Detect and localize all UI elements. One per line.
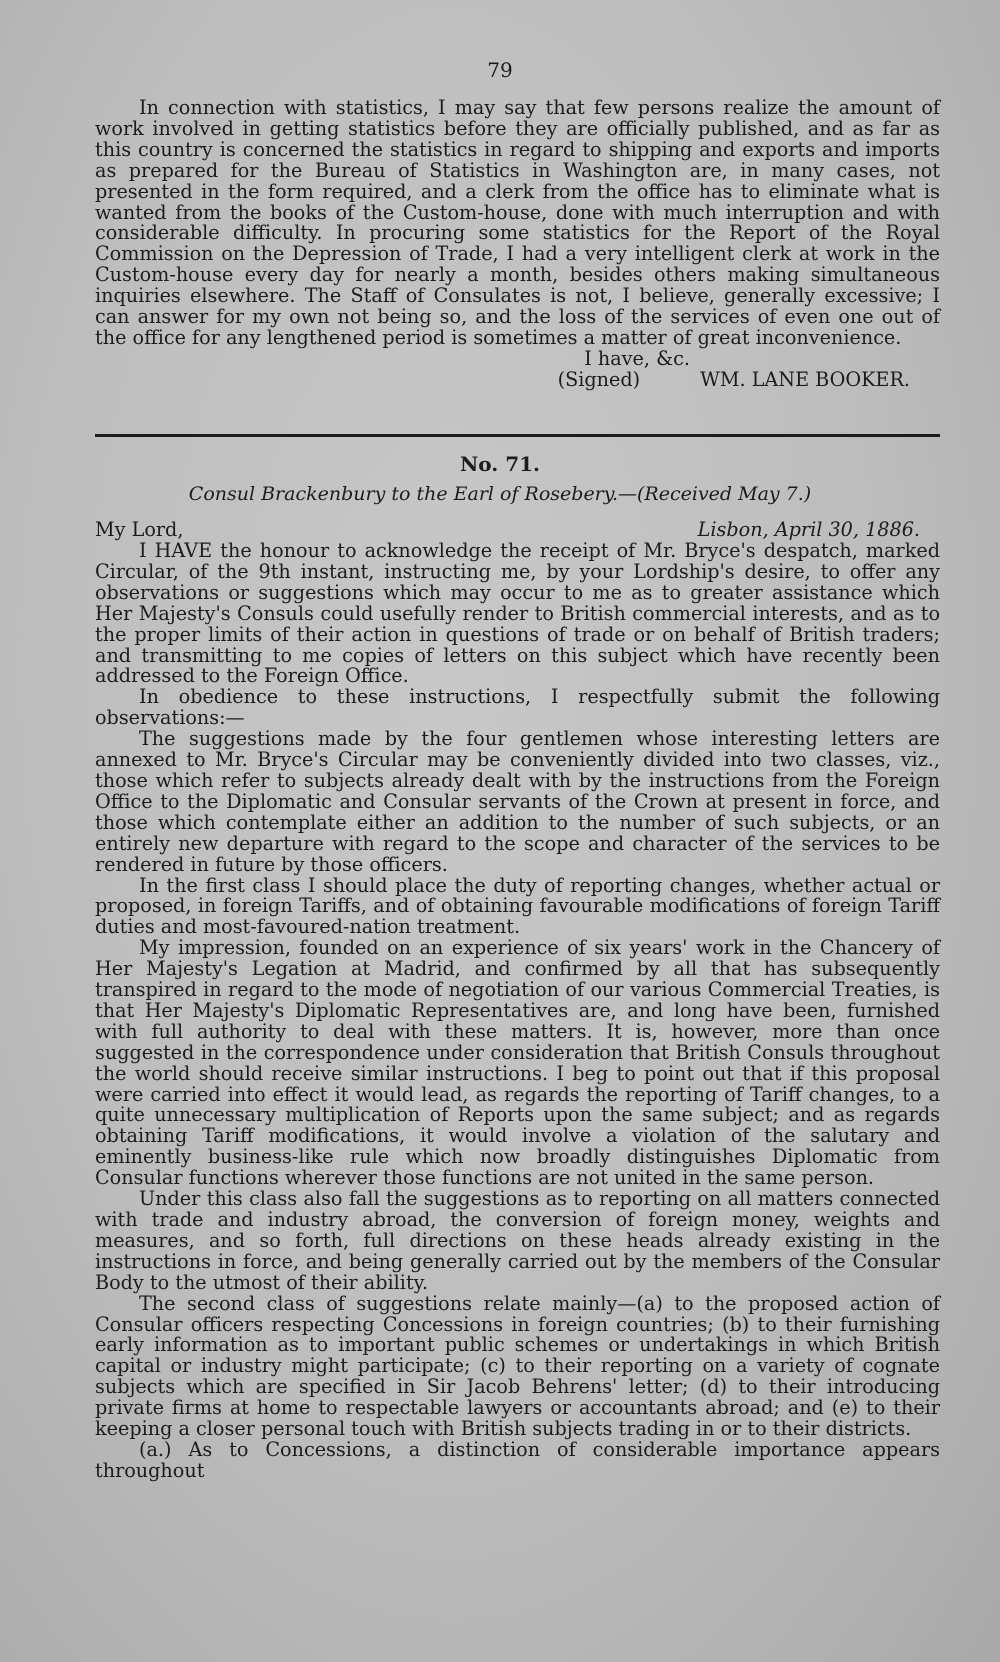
signature-block: [95, 367, 940, 391]
salutation: My Lord,: [95, 518, 184, 541]
body-paragraph-5: My impression, founded on an experience of six years' work in the Chancery of Her Majesty's Legation at Madrid, and confirmed by all that has subsequently transpired in regard to the mode of negotiation of our various Commercial Treaties, is that Her Majesty's Diplomatic Representatives are, and long have been, furnished with full authority to deal with these matters. It is, however, more than once suggested in the correspondence under consideration that British Consuls throughout the world should receive similar instructions. I beg to point out that if this proposal were carried into effect it would lead, as regards the reporting of Tariff changes, to a quite unnecessary multiplication of Reports upon the same subject; and as regards obtaining Tariff modifications, it would involve a violation of the salutary and eminently business-like rule which now broadly distinguishes Diplomatic from Consular functions wherever those functions are not united in the same person.: [95, 936, 940, 1190]
signature-name: WM. LANE BOOKER.: [700, 367, 910, 391]
place-date: [698, 518, 920, 541]
letter-closing: I have, &c.: [584, 346, 690, 370]
body-paragraph-1: I HAVE the honour to acknowledge the receipt of Mr. Bryce's despatch, marked Circular, of the 9th instant, instructing me, by your Lordship's desire, to offer any observations or suggestions which may occur to me as to greater assistance which Her Majesty's Consuls could usefully render to British commercial interests, and as to the proper limits of their action in questions of trade or on behalf of British traders; and transmitting to me copies of letters on this subject which have recently been addressed to the Foreign Office.: [95, 539, 940, 688]
second-letter-body: [95, 541, 940, 1482]
body-paragraph-4: In the first class I should place the duty of reporting changes, whether actual or proposed, in foreign Tariffs, and of obtaining favourable modifications of foreign Tariff duties and most-favoured-nation treatment.: [95, 873, 940, 939]
signed-label: (Signed): [557, 367, 641, 391]
first-letter-paragraph: In connection with statistics, I may say that few persons realize the amount of work involved in getting statistics before they are officially published, and as far as this country is concerned the statistics in regard to shipping and exports and imports as prepared for the Bureau of Statistics in Washington are, in many cases, not presented in the form required, and a clerk from the office has to eliminate what is wanted from the books of the Custom-house, done with much interruption and with considerable difficulty. In procuring some statistics for the Report of the Royal Commission on the Depression of Trade, I had a very intelligent clerk at work in the Custom-house every day for nearly a month, besides others making simultaneous inquiries elsewhere. The Staff of Consulates is not, I believe, generally excessive; I can answer for my own not being so, and the loss of the services of even one out of the office for any lengthened period is sometimes a matter of great inconvenience.: [95, 96, 940, 349]
place-date-text: Lisbon, April 30, 1886.: [697, 518, 920, 541]
body-paragraph-3: The suggestions made by the four gentlemen whose interesting letters are annexed to Mr. Bryce's Circular may be conveniently divided into two classes, viz., those which refer to subjects already dealt with by the instructions from the Foreign Office to the Diplomatic and Consular servants of the Crown at present in force, and those which contemplate either an addition to the number of such subjects, or an entirely new departure with regard to the scope and character of the services to be rendered in future by those officers.: [95, 727, 940, 876]
body-paragraph-2: In obedience to these instructions, I respectfully submit the following observations:—: [95, 685, 940, 730]
page-number: 79: [487, 58, 513, 82]
body-paragraph-6: Under this class also fall the suggestions as to reporting on all matters connected with trade and industry abroad, the conversion of foreign money, weights and measures, and so forth, full directions on these heads already existing in the instructions in force, and being generally carried out by the members of the Consular Body to the utmost of their ability.: [95, 1187, 940, 1294]
body-paragraph-8: (a.) As to Concessions, a distinction of considerable importance appears throughout: [95, 1437, 940, 1482]
body-paragraph-7: The second class of suggestions relate mainly—(a) to the proposed action of Consular officers respecting Concessions in foreign countries; (b) to their furnishing early information as to important public schemes or undertakings in which British capital or industry might participate; (c) to their reporting on a variety of cognate subjects which are specified in Sir Jacob Behrens' letter; (d) to their introducing private firms at home to respectable lawyers or accountants abroad; and (e) to their keeping a closer personal touch with British subjects trading in or to their districts.: [95, 1291, 940, 1441]
section-divider: [95, 434, 940, 437]
letter-title: Consul Brackenbury to the Earl of Rosebery.—(Received May 7.): [188, 483, 812, 505]
salutation-row: [95, 518, 940, 541]
first-letter-body: [95, 98, 940, 391]
letter-number-heading: No. 71.: [460, 452, 540, 476]
